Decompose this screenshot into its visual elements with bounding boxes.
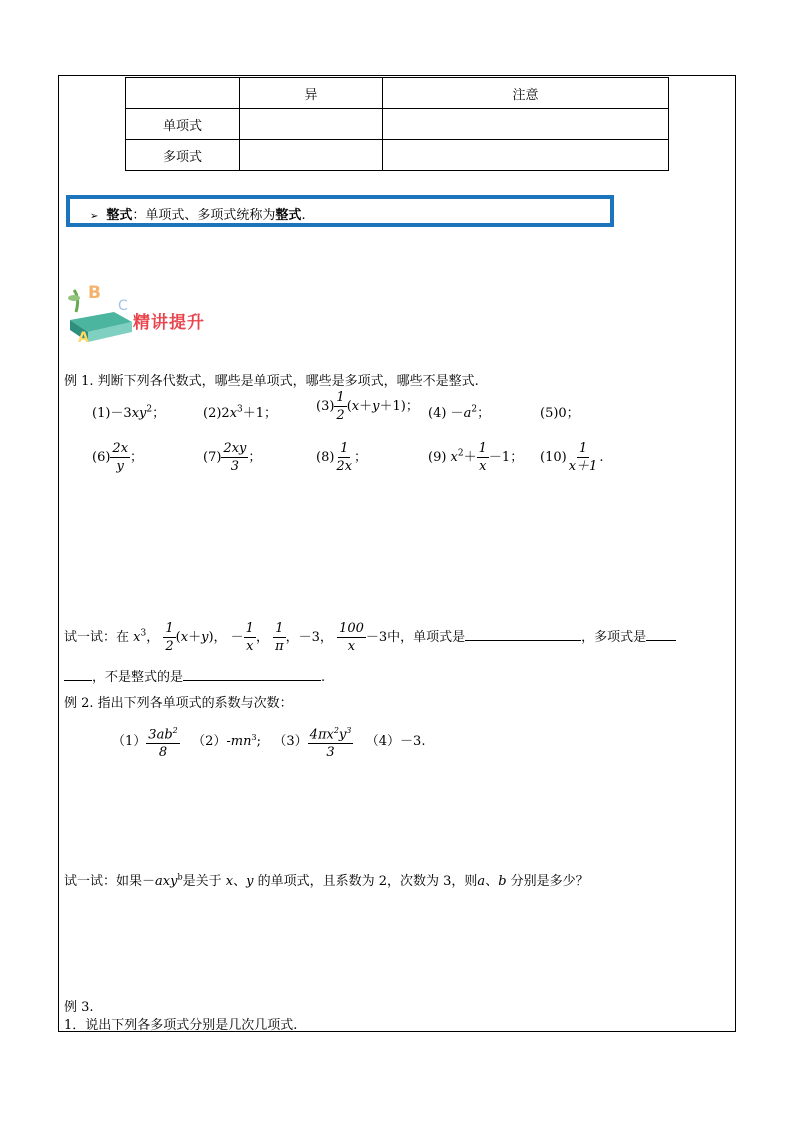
svg-text:B: B (88, 283, 101, 303)
arrow-bullet-icon: ➢ (90, 211, 99, 222)
expr-8: (8) $\frac{1}{2x}$ ； (316, 441, 368, 474)
trial2-text-a: 试一试：如果 (64, 874, 143, 889)
table-row-monomial: 单项式 (126, 109, 240, 140)
trial1-end: . (321, 670, 326, 685)
comparison-table (125, 77, 669, 171)
table-header-diff: 异 (240, 78, 383, 109)
expr-2: $(2)2x^3+1$； (203, 404, 278, 421)
example2-prompt: 例 2. 指出下列各单项式的系数与次数： (64, 696, 293, 711)
expr-5: (5)0； (540, 406, 580, 421)
table-cell (383, 140, 669, 171)
answer-blank-monomial[interactable] (465, 627, 581, 641)
trial1-line1: 试一试：在 $x^3$， $\frac{1}{2}$ (x＋y)， － $\frac{1}{x}$ ， $\frac{1}{\pi}$ ，－3， $\frac{100}{x}$ －3中，单项式是 ，多项式是 (64, 620, 676, 655)
table-cell (383, 109, 669, 140)
expr-7: (7) $\frac{2xy}{3}$ ； (203, 441, 262, 474)
svg-text:C: C (118, 298, 128, 314)
section-title: 精讲提升 (133, 313, 205, 333)
expr-1: $(1)-3xy^2$； (92, 404, 166, 421)
example1-prompt: 例 1. 判断下列各代数式，哪些是单项式，哪些是多项式，哪些不是整式. (64, 374, 479, 389)
abc-book-logo-icon (66, 282, 138, 346)
trial1-mid: 中，单项式是 (387, 630, 466, 645)
table-cell (240, 109, 383, 140)
example2-items: （1） $\frac{3ab^2}{8}$ $(2)-mn^3$; （3） $\frac{4\pi x^2y^3}{3}$ （4）－3. (112, 722, 425, 761)
table-corner-cell (126, 78, 240, 109)
expr-4: $(4) -a^2$； (428, 404, 491, 421)
trial2-text-c: 的单项式，且系数为 2，次数为 3，则 (257, 874, 478, 889)
callout-period: . (301, 208, 306, 223)
trial1-lead: 试一试：在 (64, 630, 130, 645)
answer-blank-polynomial-cont[interactable] (64, 667, 92, 681)
definition-callout (66, 195, 614, 227)
example3-item1: 1．说出下列各多项式分别是几次几项式. (64, 1018, 298, 1033)
callout-term2: 整式 (275, 208, 302, 223)
table-row-polynomial: 多项式 (126, 140, 240, 171)
trial2-line: 试一试：如果－axy$^b$是关于 x、y 的单项式，且系数为 2，次数为 3，则a、b 分别是多少？ (64, 872, 589, 889)
callout-text: ：单项式、多项式统称为 (132, 208, 276, 223)
trial2-text-b: 是关于 (182, 874, 222, 889)
callout-term: 整式 (106, 208, 133, 223)
svg-text:A: A (78, 330, 89, 346)
trial1-poly-label: ，多项式是 (581, 630, 647, 645)
expr-3: (3) $\frac{1}{2}$ (x＋y＋1)； (316, 390, 419, 423)
expr-10: (10) $\frac{1}{x+1}$ . (540, 441, 604, 474)
example3-label: 例 3. (64, 1000, 94, 1015)
table-header-note: 注意 (383, 78, 669, 109)
trial1-non-integral-label: ，不是整式的是 (92, 670, 184, 685)
expr-9: (9) $x^2+$ $\frac{1}{x}$ －1； (428, 441, 524, 474)
trial1-line2 (64, 666, 325, 685)
trial2-text-d: 分别是多少？ (510, 874, 589, 889)
answer-blank-polynomial[interactable] (646, 627, 676, 641)
answer-blank-non-integral[interactable] (183, 667, 321, 681)
table-cell (240, 140, 383, 171)
expr-6: (6) $\frac{2x}{y}$ ； (92, 441, 144, 474)
